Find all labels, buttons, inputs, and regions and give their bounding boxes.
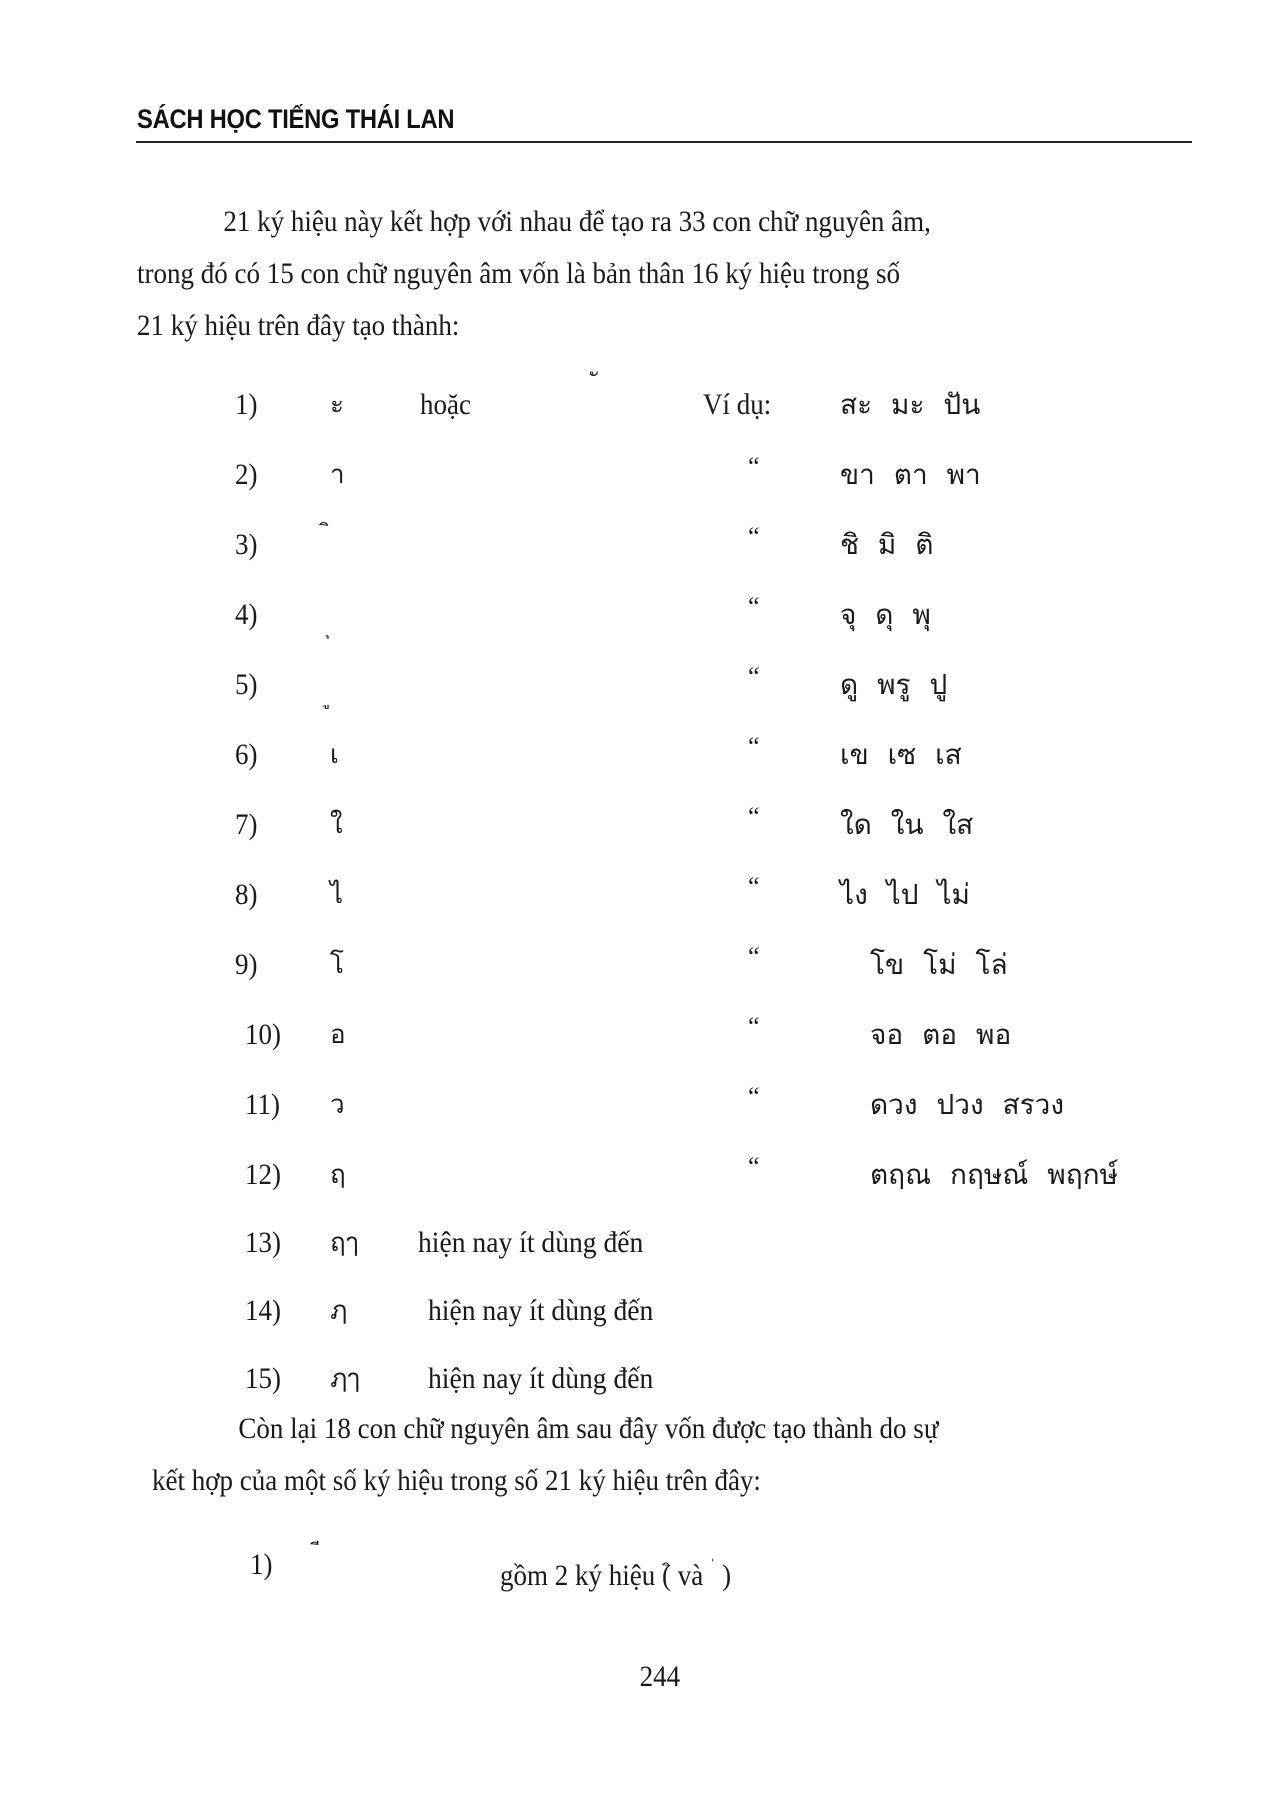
vowel-symbol: อ (330, 1020, 346, 1050)
thai-examples: โข โม่ โล่ (870, 948, 1008, 981)
vowel-list-item (0, 1145, 1273, 1205)
thai-examples: ขา ตา พา (840, 458, 981, 491)
rare-usage-note: hiện nay ít dùng đến (428, 1294, 654, 1327)
description-prefix: gồm 2 ký hiệu ( (500, 1559, 671, 1592)
vowel-symbol: ใ (330, 810, 343, 840)
item-number: 14) (245, 1294, 281, 1327)
item-number: 4) (235, 598, 258, 631)
item-number: 13) (245, 1226, 281, 1259)
description-suffix: ) (715, 1559, 732, 1592)
ditto-mark: “ (748, 452, 760, 481)
example-label: Ví dụ: (703, 388, 772, 421)
item-number: 2) (235, 458, 258, 491)
thai-examples: ตฤณ กฤษณ์ พฤกษ์ (870, 1158, 1119, 1191)
ditto-mark: “ (748, 592, 760, 621)
vowel-list-item (0, 1075, 1273, 1135)
item-number: 5) (235, 668, 258, 701)
vowel-list-item (0, 795, 1273, 855)
item-number: 11) (245, 1088, 281, 1121)
header-rule (136, 141, 1192, 143)
or-label: hoặc (420, 388, 471, 421)
item-number: 3) (235, 528, 258, 561)
item-number: 12) (245, 1158, 281, 1191)
thai-examples: ดู พรู ปู (840, 668, 948, 701)
rare-usage-note: hiện nay ít dùng đến (418, 1226, 644, 1259)
item-number: 6) (235, 738, 258, 771)
vowel-list-item (0, 445, 1273, 505)
vowel-symbol: ฤๅ (330, 1228, 359, 1258)
vowel-symbol: ฤ (330, 1160, 346, 1190)
ditto-mark: “ (748, 872, 760, 901)
ditto-mark: “ (748, 522, 760, 551)
vowel-list-item (0, 585, 1273, 645)
ditto-mark: “ (748, 662, 760, 691)
vowel-list-item (0, 1213, 1273, 1273)
item-number: 9) (235, 948, 258, 981)
item-number: 1) (235, 388, 258, 421)
ditto-mark: “ (748, 1012, 760, 1041)
vowel-symbol: ไ (330, 880, 344, 910)
second-paragraph (152, 1403, 1088, 1507)
vowel-list-item (0, 935, 1273, 995)
thai-examples: สะ มะ ปัน (840, 388, 981, 421)
vowel-symbol: เ (330, 740, 339, 770)
ditto-mark: “ (748, 802, 760, 831)
vowel-symbol: ว (330, 1090, 345, 1120)
page-number: 244 (639, 1660, 681, 1693)
combined-vowel-description (500, 1535, 731, 1606)
combined-vowel-item (0, 1535, 1273, 1595)
ditto-mark: “ (748, 1152, 760, 1181)
paragraph-line: 21 ký hiệu trên đây tạo thành: (137, 309, 460, 342)
vowel-list-item (0, 865, 1273, 925)
item-number: 10) (245, 1018, 281, 1051)
vowel-list-item (0, 1281, 1273, 1341)
description-joiner: và (670, 1559, 710, 1592)
paragraph-line: Còn lại 18 con chữ nguyên âm sau đây vốn được tạo thành do sự (238, 1412, 939, 1445)
vowel-symbol: ฦ (330, 1296, 348, 1326)
running-header-title: SÁCH HỌC TIẾNG THÁI LAN (137, 104, 455, 134)
ditto-mark: “ (748, 732, 760, 761)
thai-examples: ใด ใน ใส (840, 808, 974, 841)
vowel-list-item (0, 655, 1273, 715)
ditto-mark: “ (748, 1082, 760, 1111)
vowel-list-item (0, 725, 1273, 785)
intro-paragraph (137, 196, 1087, 352)
ditto-mark: “ (748, 942, 760, 971)
thai-examples: จอ ตอ พอ (870, 1018, 1012, 1051)
thai-examples: ดวง ปวง สรวง (870, 1088, 1065, 1121)
rare-usage-note: hiện nay ít dùng đến (428, 1362, 654, 1395)
thai-examples: ไง ไป ไม่ (840, 878, 970, 911)
thai-examples: เข เซ เส (840, 738, 962, 771)
vowel-symbol: ะ (330, 390, 344, 420)
vowel-symbol: ฦๅ (330, 1364, 360, 1394)
thai-examples: ชิ มิ ติ (840, 528, 934, 561)
item-number: 8) (235, 878, 258, 911)
vowel-symbol: า (330, 460, 345, 490)
paragraph-line: kết hợp của một số ký hiệu trong số 21 ký hiệu trên đây: (152, 1464, 761, 1497)
thai-examples: จุ ดุ พุ (840, 598, 931, 631)
paragraph-line: trong đó có 15 con chữ nguyên âm vốn là bản thân 16 ký hiệu trong số (137, 257, 900, 290)
vowel-list-item (0, 1005, 1273, 1065)
vowel-list-item (0, 1349, 1273, 1409)
paragraph-line: 21 ký hiệu này kết hợp với nhau để tạo ra 33 con chữ nguyên âm, (223, 205, 931, 238)
vowel-list-item (0, 375, 1273, 435)
item-number: 15) (245, 1362, 281, 1395)
vowel-symbol: โ (330, 950, 344, 980)
vowel-list-item (0, 515, 1273, 575)
item-number: 1) (250, 1548, 273, 1581)
item-number: 7) (235, 808, 258, 841)
component-symbol-2: ˈ (709, 1555, 716, 1575)
